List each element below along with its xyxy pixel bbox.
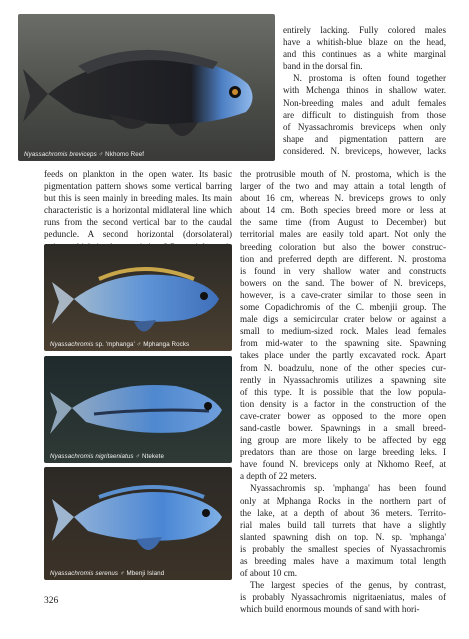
text-line: from mid-water to the spawning site. Spawning <box>240 338 446 349</box>
text-line: rently in Nyassachromis utilizes a spawning site <box>240 374 446 385</box>
text-line: have found N. breviceps only at Nkhomo Reef, at <box>240 459 446 470</box>
text-line: cave-crater bower as opposed to the more open <box>240 410 446 421</box>
right-column-text <box>240 168 446 615</box>
text-line: pigmentation pattern shows some vertical barring <box>44 181 232 192</box>
fish-photo-image <box>18 14 275 161</box>
text-line: is found in very shallow water and constructs <box>240 265 446 276</box>
text-line: of this type. It is possible that the low popula- <box>240 386 446 397</box>
text-line: tion and preferred depth are different. N. prostoma <box>240 253 446 264</box>
photo-caption: Nyassachromis breviceps ♂ Nkhomo Reef <box>24 151 145 158</box>
text-line: only at Mphanga Rocks in the northern part of <box>240 495 446 506</box>
text-line: the same time (from August to December) but <box>240 217 446 228</box>
photo-caption: Nyassachromis nigritaeniatus ♂ Ntekete <box>50 453 165 460</box>
photo-mphanga <box>44 244 232 351</box>
text-line: considered. N. breviceps, however, lacks <box>283 145 446 156</box>
text-line: band in the dorsal fin. <box>283 61 363 72</box>
text-line: a depth of 22 meters. <box>240 471 317 482</box>
photo-serenus <box>44 467 232 580</box>
text-line: the lake, at a depth of about 36 meters. Territo- <box>240 507 446 518</box>
text-line: The largest species of the genus, by contrast, <box>250 580 446 591</box>
text-line: about 14 cm. Both species breed more or less at <box>240 205 446 216</box>
text-line: however, is a cave-crater similar to those seen in <box>240 289 446 300</box>
text-line: shape and pigmentation pattern are <box>283 133 446 144</box>
text-line: of about 10 cm. <box>240 568 298 579</box>
text-line: small to medium-sized rock. Males lead females <box>240 326 446 337</box>
text-line: some Copadichromis of the C. mbenjii group. The <box>240 302 446 313</box>
text-line: and this continues as a white marginal <box>283 49 446 60</box>
fish-photo-image <box>44 244 232 351</box>
photo-caption: Nyassachromis serenus ♂ Mbenji Island <box>50 570 165 577</box>
text-line: is probably the smallest species of Nyassachromis <box>240 543 446 554</box>
text-line: is probably Nyassachromis nigritaeniatus, males of <box>240 592 446 603</box>
fish-photo-image <box>44 467 232 580</box>
text-line: characteristic is a horizontal midlateral line which <box>44 205 232 216</box>
text-line: the protrusible mouth of N. prostoma, which is the <box>240 169 446 179</box>
text-line: but this is seen mainly in breeding males. Its main <box>44 193 232 204</box>
text-line: with Mchenga thinos in shallow water. <box>283 85 446 96</box>
text-line: sand-castle bower. Spawnings in a small breed- <box>240 422 446 433</box>
photo-nigritaeniatus <box>44 356 232 463</box>
text-line: bowers on the sand. The bower of N. breviceps, <box>240 277 446 288</box>
right-top-text <box>283 24 446 157</box>
text-line: from N. boadzulu, none of the other species cur- <box>240 362 446 373</box>
text-line: runs from the second vertical bar to the caudal <box>44 217 232 228</box>
text-line: larger of the two and may attain a total length of <box>240 181 446 192</box>
text-line: are difficult to distinguish from those <box>283 109 446 120</box>
text-line: predators than are those on large breeding leks. I <box>240 447 446 458</box>
photo-breviceps <box>18 14 275 161</box>
left-column-text <box>44 168 232 253</box>
text-line: male digs a semicircular crater below or against a <box>240 314 446 325</box>
text-line: peduncle. A second horizontal (dorsolateral) <box>44 229 232 240</box>
text-line: feeds on plankton in the open water. Its basic <box>44 169 232 179</box>
text-line: Nyassachromis sp. 'mphanga' has been found <box>250 483 446 494</box>
text-line: takes place under the partly excavated rock. Apart <box>240 350 446 361</box>
page-number: 326 <box>44 596 59 606</box>
text-line: territorial males are easily told apart. Not only the <box>240 229 446 240</box>
text-line: rial males build tall turrets that have a slightly <box>240 519 446 530</box>
text-line: entirely lacking. Fully colored males <box>283 25 446 35</box>
text-line: N. prostoma is often found together <box>293 73 446 84</box>
text-line: as breeding males have a maximum total length <box>240 556 446 566</box>
text-line: slanted spawning dish on top. N. sp. 'mphanga' <box>240 531 446 542</box>
text-line: Non-breeding males and adult females <box>283 97 446 108</box>
text-line: have a whitish-blue blaze on the head, <box>283 37 446 48</box>
photo-caption: Nyassachromis sp. 'mphanga' ♂ Mphanga Rocks <box>50 341 190 348</box>
text-line: which build enormous mounds of sand with hori- <box>240 604 420 615</box>
text-line: about 16 cm, whereas N. breviceps grows to only <box>240 193 446 204</box>
text-line: ing group are more likely to be affected by egg <box>240 435 446 446</box>
fish-photo-image <box>44 356 232 463</box>
text-line: tion density is a factor in the construction of the <box>240 398 446 409</box>
text-line: breeding coloration but also the bower construc- <box>240 241 446 252</box>
text-line: of Nyassachromis breviceps when only <box>283 121 446 132</box>
